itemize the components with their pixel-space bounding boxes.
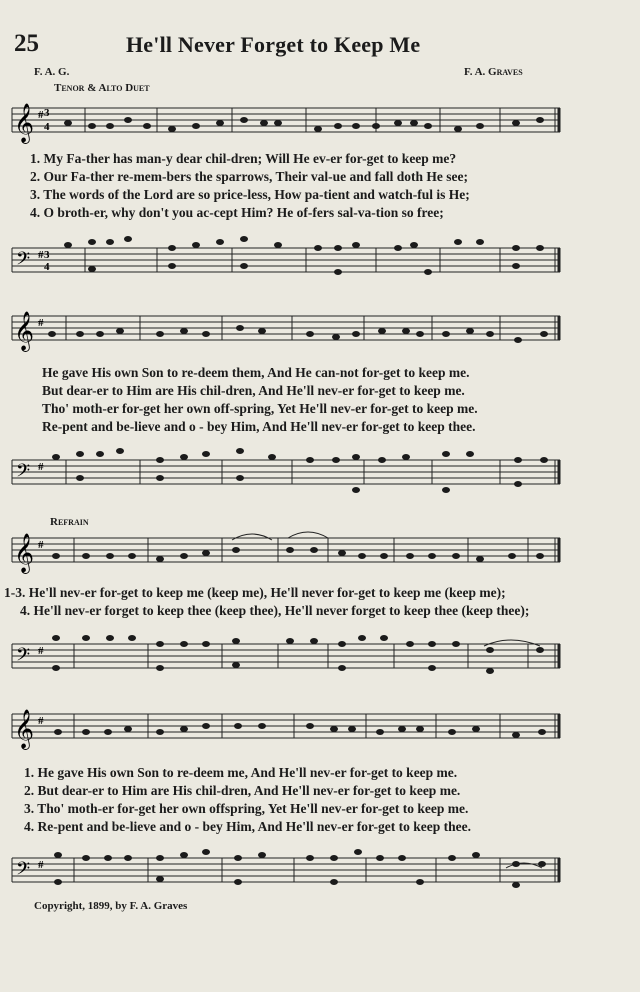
treble-staff-3: [0, 526, 640, 578]
lyric-line: 3. The words of the Lord are so price-less, How pa-tient and watch-ful is He;: [30, 187, 470, 202]
svg-text:4: 4: [44, 261, 50, 273]
svg-text:#: #: [38, 461, 44, 473]
lyric-line: 1-3. He'll nev-er for-get to keep me (keep me), He'll never for-get to keep me (keep me);: [4, 585, 506, 600]
copyright-notice: Copyright, 1899, by F. A. Graves: [34, 900, 188, 912]
voicing-label: Tenor & Alto Duet: [54, 82, 150, 94]
hymn-number: 25: [14, 30, 39, 57]
svg-text:4: 4: [44, 121, 50, 133]
lyric-line: 1. My Fa-ther has man-y dear chil-dren; Will He ev-er for-get to keep me?: [30, 151, 457, 166]
lyricist-credit: F. A. G.: [34, 66, 70, 78]
lyric-line: 1. He gave His own Son to re-deem me, And He'll nev-er for-get to keep me.: [24, 765, 458, 780]
lyric-line: 3. Tho' moth-er for-get her own offspring, Yet He'll nev-er for-get to keep me.: [24, 801, 469, 816]
svg-text:#: #: [38, 859, 44, 871]
svg-text:𝄢: 𝄢: [16, 645, 31, 670]
lyric-line: 4. O broth-er, why don't you ac-cept Him? He of-fers sal-va-tion so free;: [30, 205, 444, 220]
svg-text:#: #: [38, 715, 44, 727]
composer-credit: F. A. Graves: [464, 66, 523, 78]
bass-staff-2: [0, 440, 640, 504]
svg-text:𝄞: 𝄞: [14, 709, 35, 749]
lyric-line: He gave His own Son to re-deem them, And He can-not for-get to keep me.: [42, 365, 470, 380]
bass-staff-3: [0, 624, 640, 680]
lyric-line: Tho' moth-er for-get her own off-spring, Yet He'll nev-er for-get to keep me.: [42, 401, 478, 416]
svg-text:#: #: [38, 317, 44, 329]
svg-text:𝄞: 𝄞: [14, 533, 35, 573]
svg-text:3: 3: [44, 249, 50, 261]
svg-text:#: #: [38, 645, 44, 657]
svg-text:#: #: [38, 109, 44, 121]
svg-text:𝄢: 𝄢: [16, 461, 31, 486]
treble-staff-2: [0, 304, 640, 352]
lyric-line: Re-pent and be-lieve and o - bey Him, And He'll nev-er for-get to keep thee.: [42, 419, 476, 434]
treble-staff-1: [0, 96, 640, 144]
refrain-label: Refrain: [50, 516, 89, 528]
svg-text:𝄞: 𝄞: [14, 311, 35, 351]
lyric-line: 4. He'll nev-er forget to keep thee (keep thee), He'll never forget to keep thee (keep thee);: [20, 603, 530, 618]
svg-text:#: #: [38, 249, 44, 261]
bass-staff-1: [0, 228, 640, 292]
lyric-line: 2. But dear-er to Him are His chil-dren, And He'll nev-er for-get to keep me.: [24, 783, 461, 798]
bass-staff-4: [0, 838, 640, 894]
treble-staff-4: [0, 702, 640, 758]
svg-text:𝄢: 𝄢: [16, 859, 31, 884]
svg-text:#: #: [38, 539, 44, 551]
lyric-line: But dear-er to Him are His chil-dren, And He'll nev-er for-get to keep me.: [42, 383, 465, 398]
lyric-line: 4. Re-pent and be-lieve and o - bey Him, And He'll nev-er for-get to keep thee.: [24, 819, 471, 834]
svg-text:𝄢: 𝄢: [16, 249, 31, 274]
hymn-title: He'll Never Forget to Keep Me: [126, 32, 421, 57]
svg-text:𝄞: 𝄞: [14, 103, 35, 143]
svg-text:3: 3: [44, 107, 50, 119]
lyric-line: 2. Our Fa-ther re-mem-bers the sparrows, Their val-ue and fall doth He see;: [30, 169, 468, 184]
